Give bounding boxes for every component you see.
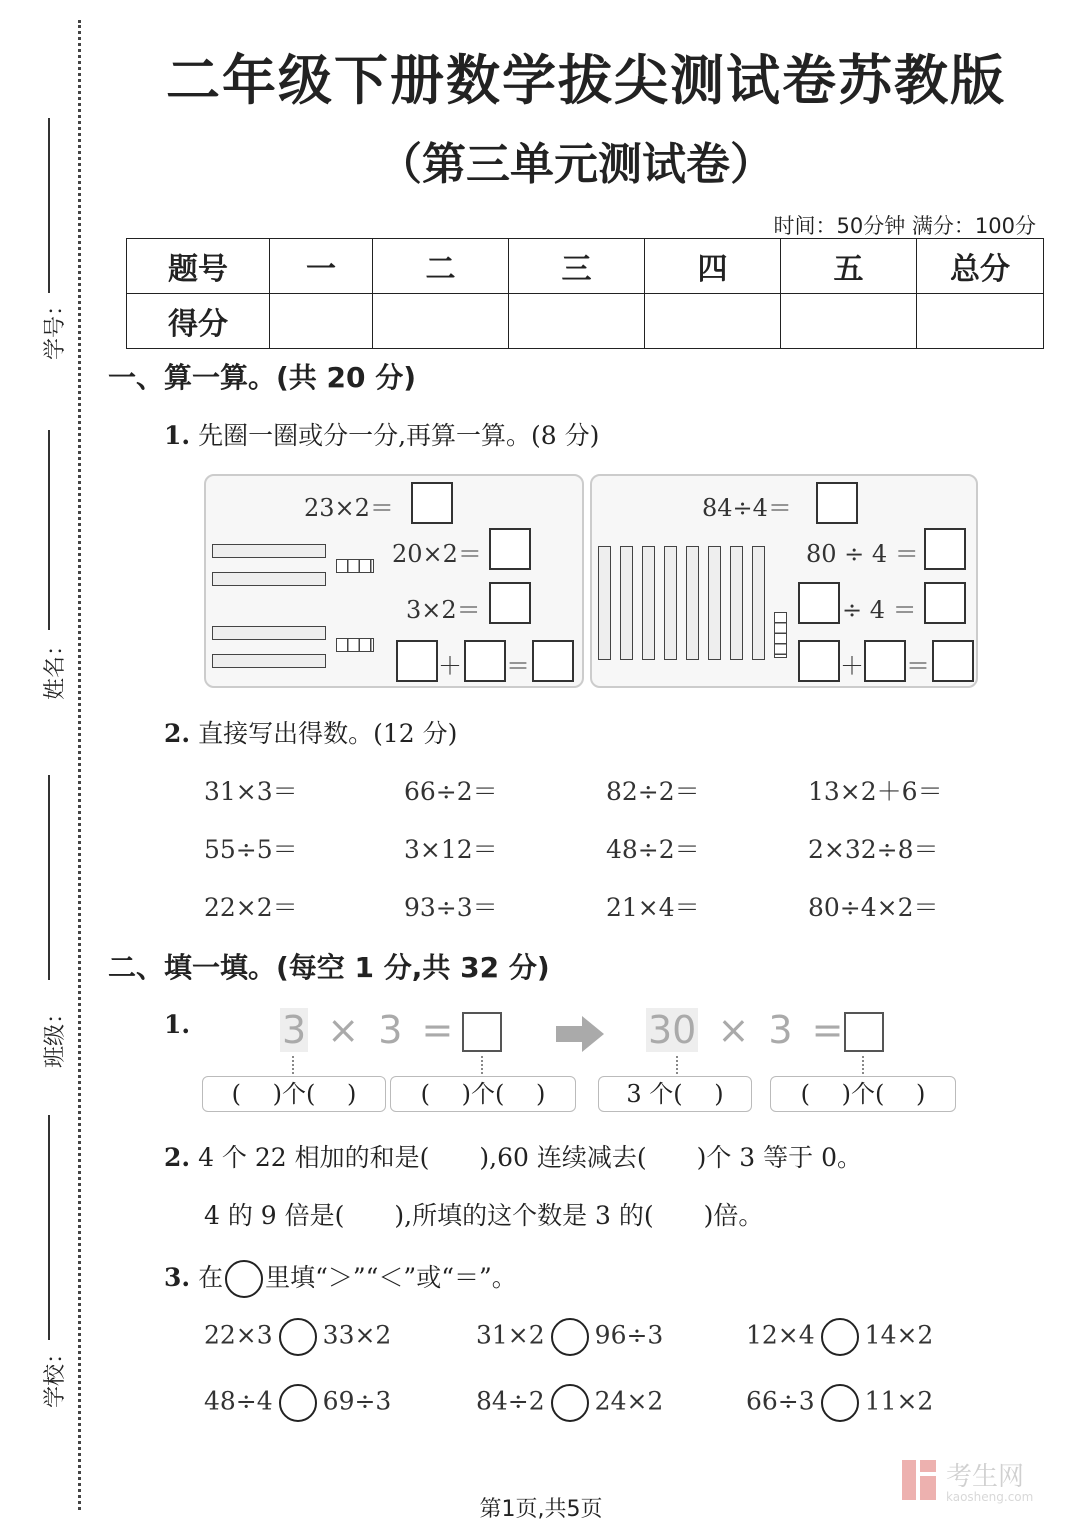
answer-box[interactable]: [924, 582, 966, 624]
score-header-cell: 二: [373, 239, 509, 294]
answer-box[interactable]: [798, 640, 840, 682]
plus-sign: ＋: [438, 652, 462, 680]
eq-right-main: 84÷4＝: [702, 494, 792, 522]
dotted-guide: [481, 1056, 483, 1074]
school-line: [48, 1115, 50, 1340]
compare-circle[interactable]: [821, 1384, 859, 1422]
fill-label[interactable]: ( )个( ): [202, 1076, 386, 1112]
ten-rod: [212, 654, 326, 668]
answer-box[interactable]: [798, 582, 840, 624]
answer-box[interactable]: [844, 1012, 884, 1052]
dotted-guide: [862, 1056, 864, 1074]
ten-rod-vertical: [598, 546, 611, 660]
binding-dotted-line: [78, 20, 81, 1510]
id-label: 学号：: [43, 293, 68, 360]
s1-q1-number: 1.: [164, 421, 191, 450]
ten-rod: [212, 626, 326, 640]
s1-q1-prompt: [164, 416, 599, 452]
ten-rod: [212, 544, 326, 558]
fill-label[interactable]: ( )个( ): [390, 1076, 576, 1112]
s2-q1-number: 1.: [164, 1010, 191, 1039]
score-cell[interactable]: [781, 294, 917, 349]
calc-item: 82÷2＝: [606, 777, 700, 806]
compare-item: [746, 1318, 933, 1356]
equals-sign: ＝: [506, 652, 530, 680]
compare-right: 24×2: [594, 1386, 664, 1416]
calc-item: 66÷2＝: [404, 777, 498, 806]
fill-label[interactable]: 3 个( ): [598, 1076, 752, 1112]
eq-left-a: 20×2＝: [392, 540, 482, 568]
eq-right-a: 80 ÷ 4 ＝: [806, 540, 919, 568]
score-header-cell: 总分: [917, 239, 1044, 294]
digit: 3: [282, 1008, 307, 1052]
compare-circle[interactable]: [551, 1318, 589, 1356]
ten-rod-vertical: [686, 546, 699, 660]
answer-box[interactable]: [464, 640, 506, 682]
compare-item: [204, 1384, 391, 1422]
s2-q2-text1: 4 个 22 相加的和是( ),60 连续减去( )个 3 等于 0。: [198, 1143, 862, 1172]
ten-rod-vertical: [708, 546, 721, 660]
compare-item: [476, 1384, 663, 1422]
digit: 3: [768, 1008, 793, 1052]
dotted-guide: [292, 1056, 294, 1074]
score-header-cell: 五: [781, 239, 917, 294]
compare-left: 31×2: [476, 1320, 545, 1350]
answer-box[interactable]: [411, 482, 453, 524]
answer-box[interactable]: [532, 640, 574, 682]
digit: 3: [378, 1008, 403, 1052]
page-subtitle: （第三单元测试卷）: [378, 139, 774, 190]
dotted-guide: [676, 1056, 678, 1074]
s2-q2-line1: [164, 1138, 862, 1174]
section2-title: 二、填一填。(每空 1 分,共 32 分): [108, 951, 550, 984]
calc-item: 80÷4×2＝: [808, 893, 939, 922]
ten-rod-vertical: [642, 546, 655, 660]
score-row-label: 得分: [127, 294, 270, 349]
calc-item: 93÷3＝: [404, 893, 498, 922]
answer-box[interactable]: [924, 528, 966, 570]
answer-box[interactable]: [462, 1012, 502, 1052]
calc-item: 2×32÷8＝: [808, 835, 939, 864]
compare-left: 84÷2: [476, 1386, 545, 1416]
s2-q2-number: 2.: [164, 1143, 191, 1172]
eq-left-main: 23×2＝: [304, 494, 394, 522]
s1-q2-number: 2.: [164, 719, 191, 748]
answer-box[interactable]: [489, 582, 531, 624]
score-cell[interactable]: [917, 294, 1044, 349]
calc-item: 31×3＝: [204, 777, 298, 806]
compare-left: 22×3: [204, 1320, 273, 1350]
s2-q3-prompt: [164, 1258, 517, 1298]
school-label: 学校：: [43, 1341, 68, 1408]
compare-right: 14×2: [864, 1320, 934, 1350]
watermark-brand: 考生网: [946, 1462, 1025, 1492]
score-cell[interactable]: [509, 294, 645, 349]
s1-q2-prompt: [164, 714, 457, 750]
score-cell[interactable]: [373, 294, 509, 349]
s1-q1-text: 先圈一圈或分一分,再算一算。(8 分): [198, 421, 600, 450]
calc-item: 48÷2＝: [606, 835, 700, 864]
score-header-cell: 三: [509, 239, 645, 294]
plus-sign: ＋: [840, 652, 864, 680]
calc-item: 21×4＝: [606, 893, 700, 922]
s2-q2-text2: 4 的 9 倍是( ),所填的这个数是 3 的( )倍。: [204, 1201, 764, 1230]
s1-q2-text: 直接写出得数。(12 分): [198, 719, 458, 748]
time-info: 时间：50分钟 满分：100分: [773, 214, 1036, 238]
ten-rod-vertical: [620, 546, 633, 660]
name-line: [48, 430, 50, 630]
calc-item: 3×12＝: [404, 835, 498, 864]
class-line: [48, 775, 50, 980]
equals-sign: ＝: [906, 652, 930, 680]
s2-q3-number: 3.: [164, 1263, 191, 1292]
arrow-right-icon: [556, 1014, 606, 1054]
answer-box[interactable]: [489, 528, 531, 570]
compare-right: 96÷3: [594, 1320, 664, 1350]
compare-circle[interactable]: [279, 1318, 317, 1356]
unit-cubes: [336, 559, 374, 573]
answer-box[interactable]: [816, 482, 858, 524]
s2-q1-left-equation: [280, 1008, 453, 1058]
compare-left: 12×4: [746, 1320, 815, 1350]
answer-box[interactable]: [864, 640, 906, 682]
page-footer: 第1页,共5页: [479, 1497, 603, 1522]
compare-item: [204, 1318, 391, 1356]
equals-sign: =: [421, 1008, 454, 1052]
name-label: 姓名：: [43, 633, 68, 700]
compare-item: [746, 1384, 933, 1422]
ten-rod-vertical: [730, 546, 743, 660]
s2-q3-text-post: 里填“＞”“＜”或“＝”。: [265, 1263, 517, 1292]
compare-circle[interactable]: [821, 1318, 859, 1356]
score-cell[interactable]: [270, 294, 373, 349]
score-table: [126, 238, 1044, 349]
panel-left: [204, 474, 584, 688]
s2-q3-text-pre: 在: [198, 1263, 224, 1292]
fill-label[interactable]: ( )个( ): [770, 1076, 956, 1112]
score-header-cell: 题号: [127, 239, 270, 294]
unit-cubes: [336, 638, 374, 652]
equals-sign: =: [811, 1008, 844, 1052]
s2-q1-right-equation: [646, 1008, 844, 1058]
eq-right-b: ÷ 4 ＝: [842, 596, 917, 624]
calc-item: 55÷5＝: [204, 835, 298, 864]
watermark-url: kaosheng.com: [946, 1490, 1034, 1504]
compare-circle[interactable]: [551, 1384, 589, 1422]
eq-left-b: 3×2＝: [406, 596, 481, 624]
section1-title: 一、算一算。(共 20 分): [108, 361, 417, 394]
page-title: 二年级下册数学拔尖测试卷苏教版: [166, 49, 1006, 112]
calc-item: 13×2＋6＝: [808, 777, 943, 806]
ten-rod-vertical: [664, 546, 677, 660]
compare-item: [476, 1318, 663, 1356]
score-row: [127, 294, 1044, 349]
compare-circle[interactable]: [279, 1384, 317, 1422]
times-sign: ×: [717, 1008, 750, 1052]
number: 30: [648, 1008, 697, 1052]
compare-right: 33×2: [322, 1320, 392, 1350]
score-cell[interactable]: [645, 294, 781, 349]
ten-rod: [212, 572, 326, 586]
times-sign: ×: [327, 1008, 360, 1052]
score-header-cell: 一: [270, 239, 373, 294]
calc-item: 22×2＝: [204, 893, 298, 922]
circle-icon: [225, 1260, 263, 1298]
panel-right: [590, 474, 978, 688]
compare-right: 11×2: [864, 1386, 934, 1416]
compare-right: 69÷3: [322, 1386, 392, 1416]
ten-rod-vertical: [752, 546, 765, 660]
unit-cubes-stack: [774, 612, 787, 658]
compare-left: 48÷4: [204, 1386, 273, 1416]
answer-box[interactable]: [396, 640, 438, 682]
score-header-cell: 四: [645, 239, 781, 294]
compare-left: 66÷3: [746, 1386, 815, 1416]
answer-box[interactable]: [932, 640, 974, 682]
score-header-row: [127, 239, 1044, 294]
class-label: 班级：: [43, 1001, 68, 1068]
